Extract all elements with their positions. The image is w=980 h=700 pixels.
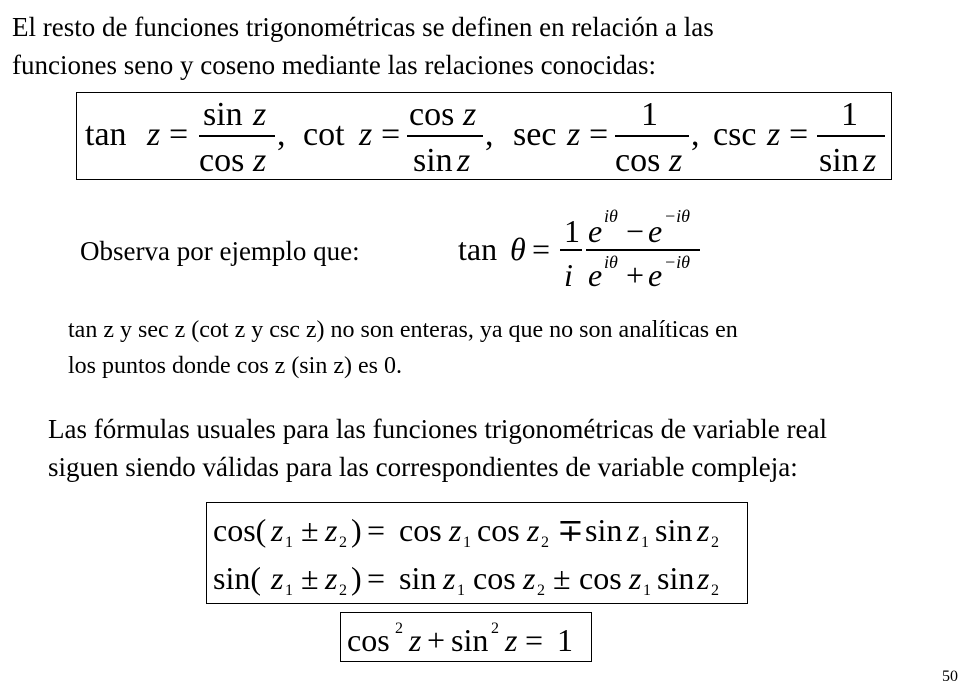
note-paragraph [68, 312, 738, 384]
svg-text:1: 1 [641, 534, 649, 551]
svg-text:−: − [626, 213, 645, 249]
formulas-intro-line-2: siguen siendo válidas para las correspondientes de variable compleja: [48, 452, 798, 482]
sec-definition [513, 96, 700, 179]
svg-text:cos: cos [347, 622, 390, 658]
svg-text:=: = [169, 116, 189, 153]
svg-text:2: 2 [339, 582, 347, 599]
svg-text:z: z [697, 512, 710, 548]
svg-text:=: = [525, 622, 544, 658]
tan-lhs-var: z [147, 116, 161, 153]
csc-lhs-label: csc [713, 116, 757, 153]
svg-text:z: z [271, 560, 284, 596]
svg-text:+: + [427, 622, 446, 658]
intro-paragraph [12, 8, 714, 84]
sec-lhs-var: z [567, 116, 581, 153]
svg-text:,: , [691, 116, 700, 153]
svg-text:z: z [253, 96, 267, 133]
svg-text:tan: tan [458, 231, 498, 267]
svg-text:±: ± [301, 560, 319, 596]
csc-numerator: 1 [841, 96, 858, 133]
addition-formulas-box [206, 502, 748, 604]
tan-denominator: cos [199, 142, 245, 179]
svg-text:i: i [564, 257, 573, 293]
svg-text:z: z [505, 622, 518, 658]
svg-text:z: z [325, 560, 338, 596]
csc-lhs-var: z [767, 116, 781, 153]
intro-line-1: El resto de funciones trigonométricas se definen en relación a las [12, 12, 714, 42]
intro-line-2: funciones seno y coseno mediante las relaciones conocidas: [12, 50, 657, 80]
cos-addition-formula [213, 512, 719, 551]
svg-text:±: ± [553, 560, 571, 596]
svg-text:−iθ: −iθ [664, 252, 690, 272]
svg-text:+: + [626, 257, 645, 293]
pythagorean-identity [341, 613, 591, 661]
svg-text:e: e [648, 213, 663, 249]
svg-text:cos: cos [473, 560, 516, 596]
svg-text:cos: cos [399, 512, 442, 548]
cot-lhs-var: z [359, 116, 373, 153]
svg-text:2: 2 [491, 620, 499, 637]
svg-text:sin: sin [657, 560, 695, 596]
svg-text:,: , [277, 116, 286, 153]
svg-text:sin: sin [585, 512, 623, 548]
sin-addition-formula [213, 560, 719, 599]
trig-definitions-box [76, 92, 892, 180]
svg-text:sin: sin [451, 622, 489, 658]
svg-text:z: z [629, 560, 642, 596]
svg-text:1: 1 [564, 213, 580, 249]
csc-denominator: sin [819, 142, 859, 179]
svg-text:e: e [648, 257, 663, 293]
csc-definition [713, 96, 885, 179]
svg-text:=: = [367, 560, 386, 596]
svg-text:2: 2 [541, 534, 549, 551]
svg-text:sin(: sin( [213, 560, 261, 596]
addition-formulas [207, 503, 747, 603]
svg-text:z: z [457, 142, 471, 179]
svg-text:z: z [443, 560, 456, 596]
svg-text:z: z [863, 142, 877, 179]
svg-text:θ: θ [510, 231, 526, 267]
cot-numerator: cos [409, 96, 455, 133]
svg-text:1: 1 [463, 534, 471, 551]
svg-text:∓: ∓ [557, 512, 584, 548]
sec-denominator: cos [615, 142, 661, 179]
svg-text:z: z [527, 512, 540, 548]
svg-text:=: = [589, 116, 609, 153]
svg-text:iθ: iθ [604, 206, 618, 226]
svg-text:2: 2 [339, 534, 347, 551]
sec-lhs-label: sec [513, 116, 557, 153]
pythagorean-identity-box [340, 612, 592, 662]
sec-numerator: 1 [641, 96, 658, 133]
svg-text:iθ: iθ [604, 252, 618, 272]
svg-text:z: z [409, 622, 422, 658]
svg-text:1: 1 [457, 582, 465, 599]
example-label: Observa por ejemplo que: [80, 236, 360, 266]
svg-text:sin: sin [399, 560, 437, 596]
svg-text:=: = [381, 116, 401, 153]
svg-text:z: z [697, 560, 710, 596]
svg-text:sin: sin [655, 512, 693, 548]
svg-text:2: 2 [711, 582, 719, 599]
cot-lhs-label: cot [303, 116, 345, 153]
svg-text:z: z [449, 512, 462, 548]
svg-text:1: 1 [643, 582, 651, 599]
svg-text:1: 1 [285, 534, 293, 551]
svg-text:2: 2 [537, 582, 545, 599]
svg-text:cos: cos [477, 512, 520, 548]
svg-text:±: ± [301, 512, 319, 548]
svg-text:): ) [351, 560, 362, 596]
svg-text:−iθ: −iθ [664, 206, 690, 226]
tan-definition [85, 96, 286, 179]
svg-text:2: 2 [711, 534, 719, 551]
svg-text:z: z [523, 560, 536, 596]
svg-text:z: z [271, 512, 284, 548]
cot-definition [303, 96, 494, 179]
svg-text:e: e [588, 257, 603, 293]
svg-text:z: z [325, 512, 338, 548]
svg-text:e: e [588, 213, 603, 249]
page-number: 50 [942, 668, 958, 685]
svg-text:z: z [253, 142, 267, 179]
svg-text:z: z [463, 96, 477, 133]
tan-numerator: sin [203, 96, 243, 133]
formulas-intro-paragraph [48, 410, 827, 486]
svg-text:z: z [669, 142, 683, 179]
svg-text:1: 1 [557, 622, 573, 658]
tan-lhs-label: tan [85, 116, 127, 153]
svg-text:,: , [485, 116, 494, 153]
cot-denominator: sin [413, 142, 453, 179]
note-line-2: los puntos donde cos z (sin z) es 0. [68, 353, 402, 379]
formulas-intro-line-1: Las fórmulas usuales para las funciones trigonométricas de variable real [48, 414, 827, 444]
svg-text:cos(: cos( [213, 512, 267, 548]
svg-text:): ) [351, 512, 362, 548]
svg-text:=: = [367, 512, 386, 548]
svg-text:2: 2 [395, 620, 403, 637]
svg-text:z: z [627, 512, 640, 548]
svg-text:1: 1 [285, 582, 293, 599]
svg-text:=: = [532, 231, 551, 267]
note-line-1: tan z y sec z (cot z y csc z) no son enteras, ya que no son analíticas en [68, 317, 738, 343]
svg-text:=: = [789, 116, 809, 153]
tan-theta-formula [448, 200, 718, 300]
svg-text:cos: cos [579, 560, 622, 596]
trig-definitions-formula [77, 93, 891, 179]
